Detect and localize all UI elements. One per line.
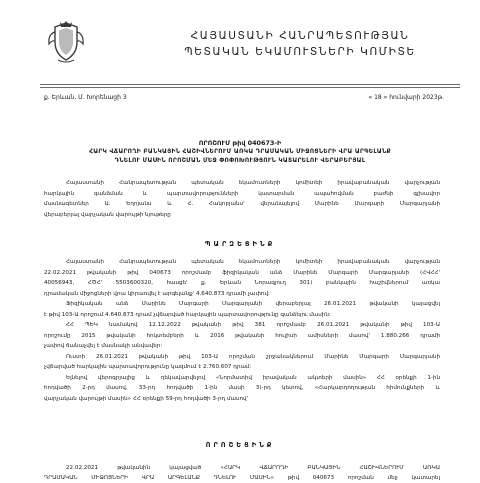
order-title-line-1: ՀԱՐԿ ՎՃԱՐՈՂԻ ԲԱՆԿԱՅԻՆ ՀԱՇԻՎՆԵՐՈՒՄ ԱՌԿԱ ԴՐԱՄԱԿԱՆ ՄԻՋՈՑՆԵՐԻ ՎՐԱ ԱՐԳԵԼԱՆՔ: [89, 149, 391, 155]
text-line: 22.02.2021 թվականի թիվ 040673 որոշմամբ ֆիզիկական անձ Մարինե Մարգարի Մարգարյանի (ՀՎՀՀ': [44, 269, 440, 276]
text-line: է թիվ 103-Ա որոշում 4.640.873 դրամ չվճարված հարկային պարտավորությունը գանձելու մասին:: [44, 311, 331, 318]
header-rule: [40, 84, 460, 85]
decided-paragraph: [44, 463, 440, 483]
text-line: ԴՐԱՄԱԿԱՆ ՄԻՋՈՑՆԵՐԻ ՎՐԱ ԱՐԳԵԼԱՆՔ ԴՆԵԼՈՒ ՄԱՍԻՆ» թիվ 040673 որոշման մեջ կատարել: [44, 475, 440, 481]
text-line: Ուստի 26.01.2021 թվականի թիվ 103-Ա որոշման շրջանակներում Մարինե Մարգարի Մարգարյանի: [66, 353, 440, 360]
text-line: որոշումը 2015 թվականի հոկտեմբերի և 2016 թվականի հուլիսի ամիսների մասով' 1.880.266 դրամի: [44, 332, 440, 339]
text-line: հարկային գանձման և պարտավորությունների կատարման ապահովման բաժնի գլխավոր: [44, 190, 440, 197]
section-heading-found: ՊԱՐԶԵՑԻՆՔ: [204, 240, 276, 248]
order-number: ՈՐՈՇՈՒՄ թիվ 040673-Ի: [198, 139, 282, 147]
text-line: Հայաստանի Հանրապետության պետական եկամուտների կոմիտեի իրավաբանական վարչության: [66, 259, 440, 265]
text-line: Ելնելով վերոգրյալից և ղեկավարվելով «Նորմատիվ իրավական ակտերի մասին» ՀՀ օրենքի 1-ին: [66, 374, 440, 381]
section-heading-decided: ՈՐՈՇԵՑԻՆՔ: [205, 441, 275, 449]
document-date: « 18 » հունվարի 2023թ.: [368, 94, 444, 101]
text-line: ՀՀ ՊԵԿ նամակով 12.12.2022 թվականի թիվ 381 որոշմամբ 26.01.2021 թվականի թիվ 103-Ա: [66, 322, 440, 328]
header-line-1: ՀԱՅԱՍՏԱՆԻ ՀԱՆՐԱՊԵՏՈՒԹՅԱՆ: [190, 30, 410, 42]
order-title-line-2: ԴՆԵԼՈՒ ՄԱՍԻՆ ՈՐՈՇՄԱՆ ՄԵՋ ՓՈՓՈԽՈՒԹՅՈՒՆ ԿԱՏԱՐԵԼՈՒ ՎԵՐԱԲԵՐՅԱԼ: [114, 158, 366, 164]
text-line: չվճարված հարկային պարտավորությունը կազմում է 2.760.607 դրամ:: [44, 364, 252, 370]
intro-paragraph: [44, 178, 440, 220]
found-paragraphs: [44, 257, 440, 404]
coat-of-arms-emblem: [46, 20, 86, 64]
text-line: մասնագետներ Ա. Եղոյանս և Հ. Հակոբյանս' վերանայելով Մարինե Մարգարի Մարգարյանի: [44, 201, 440, 207]
text-line: 22.02.2021 թվականին կայացված «ՀԱՐԿ ՎՃԱՐՈՂԻ ԲԱՆԿԱՅԻՆ ՀԱՇԻՎՆԵՐՈՒՄ ԱՌԿԱ: [66, 465, 440, 471]
header-line-2: ՊԵՏԱԿԱՆ ԵԿԱՄՈՒՏՆԵՐԻ ԿՈՄԻՏԵ: [184, 46, 416, 58]
header-rule: [40, 87, 460, 88]
text-line: Ֆիզիկական անձ Մարինե Մարգարի Մարգարյանի վերաբերյալ 26.01.2021 թվականի կայացվել: [66, 301, 440, 307]
text-line: վարչական վարույթի մասին» ՀՀ օրենքի 59-րդ հոդվածի 3-րդ մասով': [44, 395, 249, 402]
text-line: Հայաստանի Հանրապետության պետական եկամուտների կոմիտեի իրավաբանական վարչության: [66, 180, 440, 186]
text-line: վերաբերյալ վարչական վարույթի նյութերը: [44, 211, 171, 218]
text-line: չափով ճանաչվել է մասնակի անվավեր:: [44, 343, 163, 349]
text-line: 40056943, ՀԾՀ' 5503600320, հասցե' ք. Երևան Նորագյուղ 301) բանկային հաշիվներում առկա: [44, 280, 440, 286]
text-line: դրամական միջոցների վրա կիրառվել է արգելանք' 4.640.873 դրամի չափով:: [44, 290, 270, 297]
document-place: ք. Երևան, Մ. Խորենացի 3: [44, 94, 127, 101]
text-line: հոդվածի 2-րդ մասով, 33-րդ հոդվածի 1-ին մասի 3)-րդ կետով, «Հարկարդողության հիմունքների և: [44, 385, 440, 391]
